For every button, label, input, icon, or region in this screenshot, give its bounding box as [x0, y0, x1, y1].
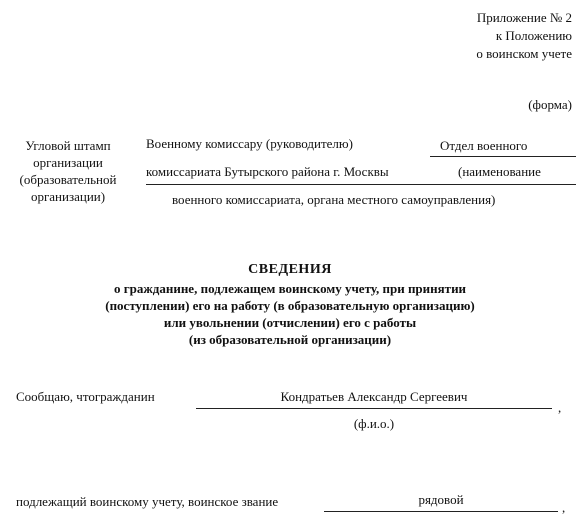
rank-value: рядовой: [418, 492, 464, 507]
citizen-comma: ,: [558, 400, 562, 415]
recipient-underline-1: [430, 156, 576, 157]
appendix-line-1: Приложение № 2: [476, 10, 572, 25]
stamp-line-4: организации): [30, 189, 106, 204]
citizen-underline: [196, 408, 552, 409]
recipient-line-2: комиссариата Бутырского района г. Москвы: [146, 164, 389, 179]
stamp-line-3: (образовательной: [19, 172, 117, 187]
heading-line-4: (из образовательной организации): [188, 332, 392, 347]
recipient-line-3: военного комиссариата, органа местного самоуправления): [172, 192, 496, 207]
rank-underline: [324, 511, 558, 512]
recipient-note-2: (наименование: [458, 164, 541, 179]
appendix-line-2: к Положению: [495, 28, 572, 43]
appendix-line-3: о воинском учете: [476, 46, 572, 61]
recipient-line-1: Военному комиссару (руководителю): [146, 136, 353, 151]
citizen-label: Сообщаю, чтогражданин: [16, 389, 155, 404]
heading-line-2: (поступлении) его на работу (в образовательную организацию): [105, 298, 475, 313]
stamp-line-1: Угловой штамп: [25, 138, 111, 153]
rank-label: подлежащий воинскому учету, воинское звание: [16, 494, 279, 509]
recipient-value-1: Отдел военного: [440, 138, 528, 153]
citizen-caption: (ф.и.о.): [353, 416, 395, 431]
form-label: (форма): [528, 97, 572, 112]
document-title: СВЕДЕНИЯ: [248, 262, 332, 277]
heading-line-1: о гражданине, подлежащем воинскому учету, при принятии: [113, 281, 467, 296]
rank-comma: ,: [562, 500, 566, 515]
citizen-name: Кондратьев Александр Сергеевич: [280, 389, 468, 404]
heading-line-3: или увольнении (отчислении) его с работы: [163, 315, 417, 330]
stamp-line-2: организации: [33, 155, 103, 170]
recipient-underline-2: [146, 184, 576, 185]
